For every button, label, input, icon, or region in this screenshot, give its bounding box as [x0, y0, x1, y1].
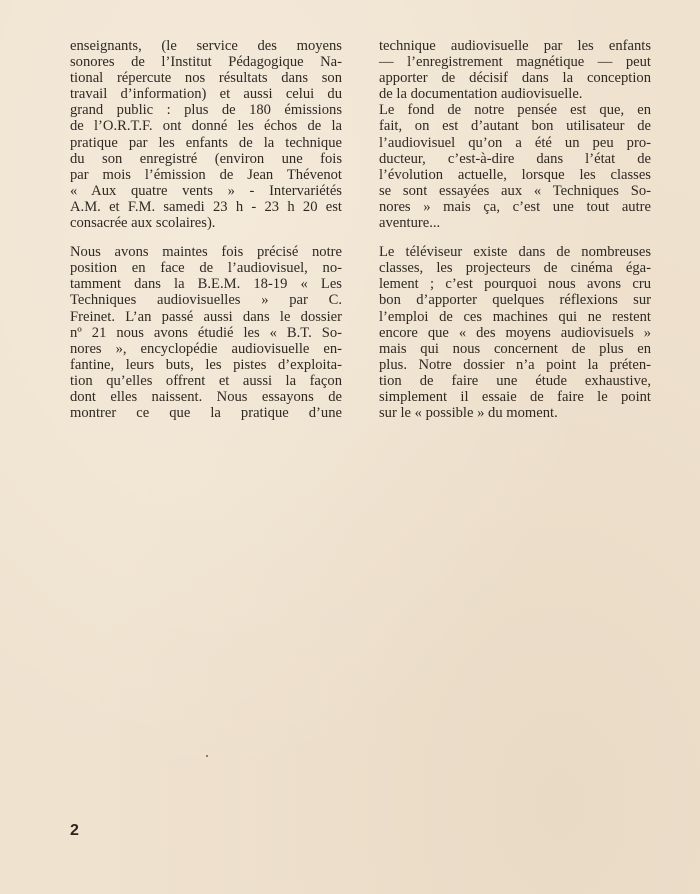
text-line: montrer ce que la pratique d’une: [70, 405, 342, 422]
paragraph-gap: [70, 231, 342, 244]
text-line: simplement il essaie de faire le point: [379, 388, 651, 405]
text-line: nores », encyclopédie audiovisuelle en-: [70, 340, 342, 357]
ink-speck: [206, 755, 208, 757]
text-line: apporter de décisif dans la conception: [379, 70, 651, 87]
text-line: plus. Notre dossier n’a point la préten-: [379, 356, 651, 373]
text-line: nº 21 nous avons étudié les « B.T. So-: [70, 324, 342, 341]
text-line: pratique par les enfants de la technique: [70, 134, 342, 151]
text-line: aventure...: [379, 215, 441, 232]
text-line: Le téléviseur existe dans de nombreuses: [379, 244, 651, 261]
text-line: de la documentation audiovisuelle.: [379, 86, 583, 103]
text-line: consacrée aux scolaires).: [70, 215, 216, 232]
text-line: encore que « des moyens audiovisuels »: [379, 324, 651, 341]
text-line: l’emploi de ces machines qui ne restent: [379, 308, 651, 325]
page-number: 2: [70, 822, 79, 839]
text-line: tamment dans la B.E.M. 18-19 « Les: [70, 276, 342, 293]
text-line: technique audiovisuelle par les enfants: [379, 38, 651, 54]
text-line: grand public : plus de 180 émissions: [70, 102, 342, 119]
text-line: l’évolution actuelle, lorsque les classes: [379, 166, 651, 183]
text-line: enseignants, (le service des moyens: [70, 38, 342, 54]
text-line: — l’enregistrement magnétique — peut: [379, 54, 651, 71]
left-text-column: [70, 38, 342, 421]
text-line: bon d’apporter quelques réflexions sur: [379, 292, 651, 309]
text-line: du son enregistré (environ une fois: [70, 150, 342, 167]
text-line: travail d’information) et aussi celui du: [70, 86, 342, 103]
text-line: classes, les projecteurs de cinéma éga-: [379, 260, 651, 277]
text-line: lement ; c’est pourquoi nous avons cru: [379, 276, 651, 293]
text-line: Nous avons maintes fois précisé notre: [70, 244, 342, 261]
text-line: sonores de l’Institut Pédagogique Na-: [70, 54, 342, 71]
text-line: fait, on est d’autant bon utilisateur de: [379, 118, 651, 135]
right-text-column: [379, 38, 651, 421]
text-line: fantine, leurs buts, les pistes d’exploita-: [70, 356, 342, 373]
paragraph: [70, 244, 342, 421]
text-line: se sont essayées aux « Techniques So-: [379, 182, 651, 199]
text-line: mais qui nous concernent de plus en: [379, 340, 651, 357]
text-line: « Aux quatre vents » - Intervariétés: [70, 182, 342, 199]
paragraph-gap: [379, 231, 651, 244]
text-line: de l’O.R.T.F. ont donné les échos de la: [70, 118, 342, 135]
text-line: par mois l’émission de Jean Thévenot: [70, 166, 342, 183]
paragraph: [379, 244, 651, 421]
text-line: Techniques audiovisuelles » par C.: [70, 292, 342, 309]
text-line: tion qu’elles offrent et aussi la façon: [70, 372, 342, 389]
text-line: nores » mais ça, c’est une tout autre: [379, 198, 651, 215]
text-line: ducteur, c’est-à-dire dans l’état de: [379, 150, 651, 167]
text-line: l’audiovisuel qu’on a été un peu pro-: [379, 134, 651, 151]
text-line: sur le « possible » du moment.: [379, 405, 558, 422]
paragraph: [70, 38, 342, 231]
text-line: dont elles naissent. Nous essayons de: [70, 388, 342, 405]
text-line: A.M. et F.M. samedi 23 h - 23 h 20 est: [70, 198, 342, 215]
paragraph: [379, 102, 651, 231]
text-line: tion de faire une étude exhaustive,: [379, 372, 651, 389]
text-line: position en face de l’audiovisuel, no-: [70, 260, 342, 277]
paragraph: [379, 38, 651, 102]
text-line: tional répercute nos résultats dans son: [70, 70, 342, 87]
text-line: Freinet. L’an passé aussi dans le dossier: [70, 308, 342, 325]
text-line: Le fond de notre pensée est que, en: [379, 102, 651, 119]
